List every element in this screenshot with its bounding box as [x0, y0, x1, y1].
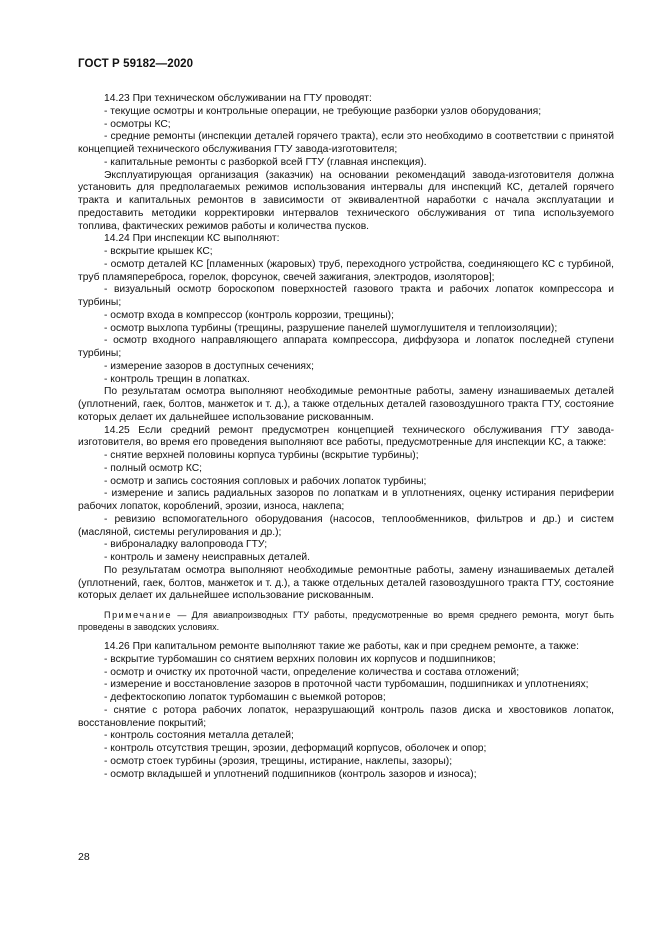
list-item: - контроль отсутствия трещин, эрозии, деформаций корпусов, оболочек и опор;: [104, 743, 487, 755]
list-item: - измерение зазоров в доступных сечениях;: [104, 360, 315, 372]
page-number: 28: [78, 851, 90, 863]
list-item: - измерение и запись радиальных зазоров по лопаткам и в уплотнениях, оценку истирания периферии рабочих лопаток, короблений, эрозии, износа, наклепа;: [78, 488, 614, 512]
document-body: [78, 93, 614, 781]
list-item: - осмотр выхлопа турбины (трещины, разрушение панелей шумоглушителя и теплоизоляции);: [104, 322, 558, 334]
list-item: - осмотр деталей КС [пламенных (жаровых) труб, переходного устройства, соединяющего КС с турбиной, труб пламяпереброса, горелок, форсунок, свечей зажигания, электродов, изоляторов];: [78, 258, 614, 283]
paragraph: По результатам осмотра выполняют необходимые ремонтные работы, замену изнашиваемых деталей (уплотнений, гаек, болтов, манжеток и т. д.), а также отдельных деталей газовоздушного тракта ГТУ, состояние которых делает их дальнейшее использование рискованным.: [78, 386, 614, 423]
list-item: - осмотры КС;: [104, 118, 171, 130]
section-14-24-heading: 14.24 При инспекции КС выполняют:: [104, 233, 280, 245]
note-text: — Для авиапроизводных ГТУ работы, предусмотренные во время среднего ремонта, могут быть проведены в заводских условиях.: [78, 610, 614, 632]
list-item: - средние ремонты (инспекции деталей горячего тракта), если это необходимо в соответствии с принятой концепцией технического обслуживания ГТУ завода-изготовителя;: [78, 131, 614, 155]
section-14-26-heading: 14.26 При капитальном ремонте выполняют такие же работы, как и при среднем ремонте, а также:: [104, 641, 579, 653]
list-item: - снятие верхней половины корпуса турбины (вскрытие турбины);: [104, 450, 419, 461]
paragraph: По результатам осмотра выполняют необходимые ремонтные работы, замену изнашиваемых деталей (уплотнений, гаек, болтов, манжеток и т. д.), а также отдельных деталей газовоздушного тракта ГТУ, состояние которых делает их дальнейшее использование рискованным.: [78, 564, 614, 602]
list-item: - контроль состояния металла деталей;: [104, 730, 294, 742]
list-item: - вскрытие крышек КС;: [104, 246, 213, 257]
list-item: - осмотр стоек турбины (эрозия, трещины, истирание, наклепы, зазоры);: [104, 755, 453, 767]
list-item: - капитальные ремонты с разборкой всей ГТУ (главная инспекция).: [104, 156, 427, 168]
section-14-23-heading: 14.23 При техническом обслуживании на ГТУ проводят:: [104, 93, 372, 104]
list-item: - дефектоскопию лопаток турбомашин с выемкой роторов;: [104, 692, 386, 704]
section-14-25-heading: 14.25 Если средний ремонт предусмотрен концепцией технического обслуживания ГТУ завода-изготовителя, во время его проведения выполняют все работы, предусмотренные для инспекции КС, а также:: [78, 424, 614, 449]
list-item: - измерение и восстановление зазоров в проточной части турбомашин, подшипниках и уплотнениях;: [104, 679, 589, 691]
list-item: - полный осмотр КС;: [104, 462, 203, 474]
note: [78, 610, 614, 633]
list-item: - ревизию вспомогательного оборудования (насосов, теплообменников, фильтров и др.) и систем (масляной, системы регулирования и др.);: [78, 513, 614, 538]
list-item: - осмотр вкладышей и уплотнений подшипников (контроль зазоров и износа);: [104, 768, 477, 780]
paragraph: Эксплуатирующая организация (заказчик) на основании рекомендаций завода-изготовителя должна установить для предполагаемых режимов использования интервалы для инспекций КС, деталей горячего тракта и капитальных ремонтов в зависимости от эквивалентной наработки с начала эксплуатации и предоставить методики корректировки интервалов технического обслуживания от типа используемого топлива, фактических режимов работы и количества пусков.: [78, 169, 614, 232]
list-item: - осмотр входа в компрессор (контроль коррозии, трещины);: [104, 309, 394, 321]
list-item: - осмотр и очистку их проточной части, определение количества и состава отложений;: [104, 666, 520, 678]
list-item: - визуальный осмотр бороскопом поверхностей газового тракта и рабочих лопаток компрессора и турбины;: [78, 284, 614, 308]
list-item: - осмотр входного направляющего аппарата компрессора, диффузора и лопаток последней ступени турбины;: [78, 335, 614, 359]
list-item: - контроль и замену неисправных деталей.: [104, 552, 311, 563]
standard-header: ГОСТ Р 59182—2020: [78, 58, 194, 70]
list-item: - осмотр и запись состояния сопловых и рабочих лопаток турбины;: [104, 475, 427, 487]
note-label: Примечание: [104, 610, 173, 620]
list-item: - снятие с ротора рабочих лопаток, неразрушающий контроль пазов диска и хвостовиков лопаток, восстановление покрытий;: [78, 704, 614, 729]
list-item: - текущие осмотры и контрольные операции, не требующие разборки узлов оборудования;: [104, 105, 542, 117]
list-item: - контроль трещин в лопатках.: [104, 373, 250, 385]
list-item: - виброналадку валопровода ГТУ;: [104, 539, 268, 551]
list-item: - вскрытие турбомашин со снятием верхних половин их корпусов и подшипников;: [104, 653, 496, 665]
